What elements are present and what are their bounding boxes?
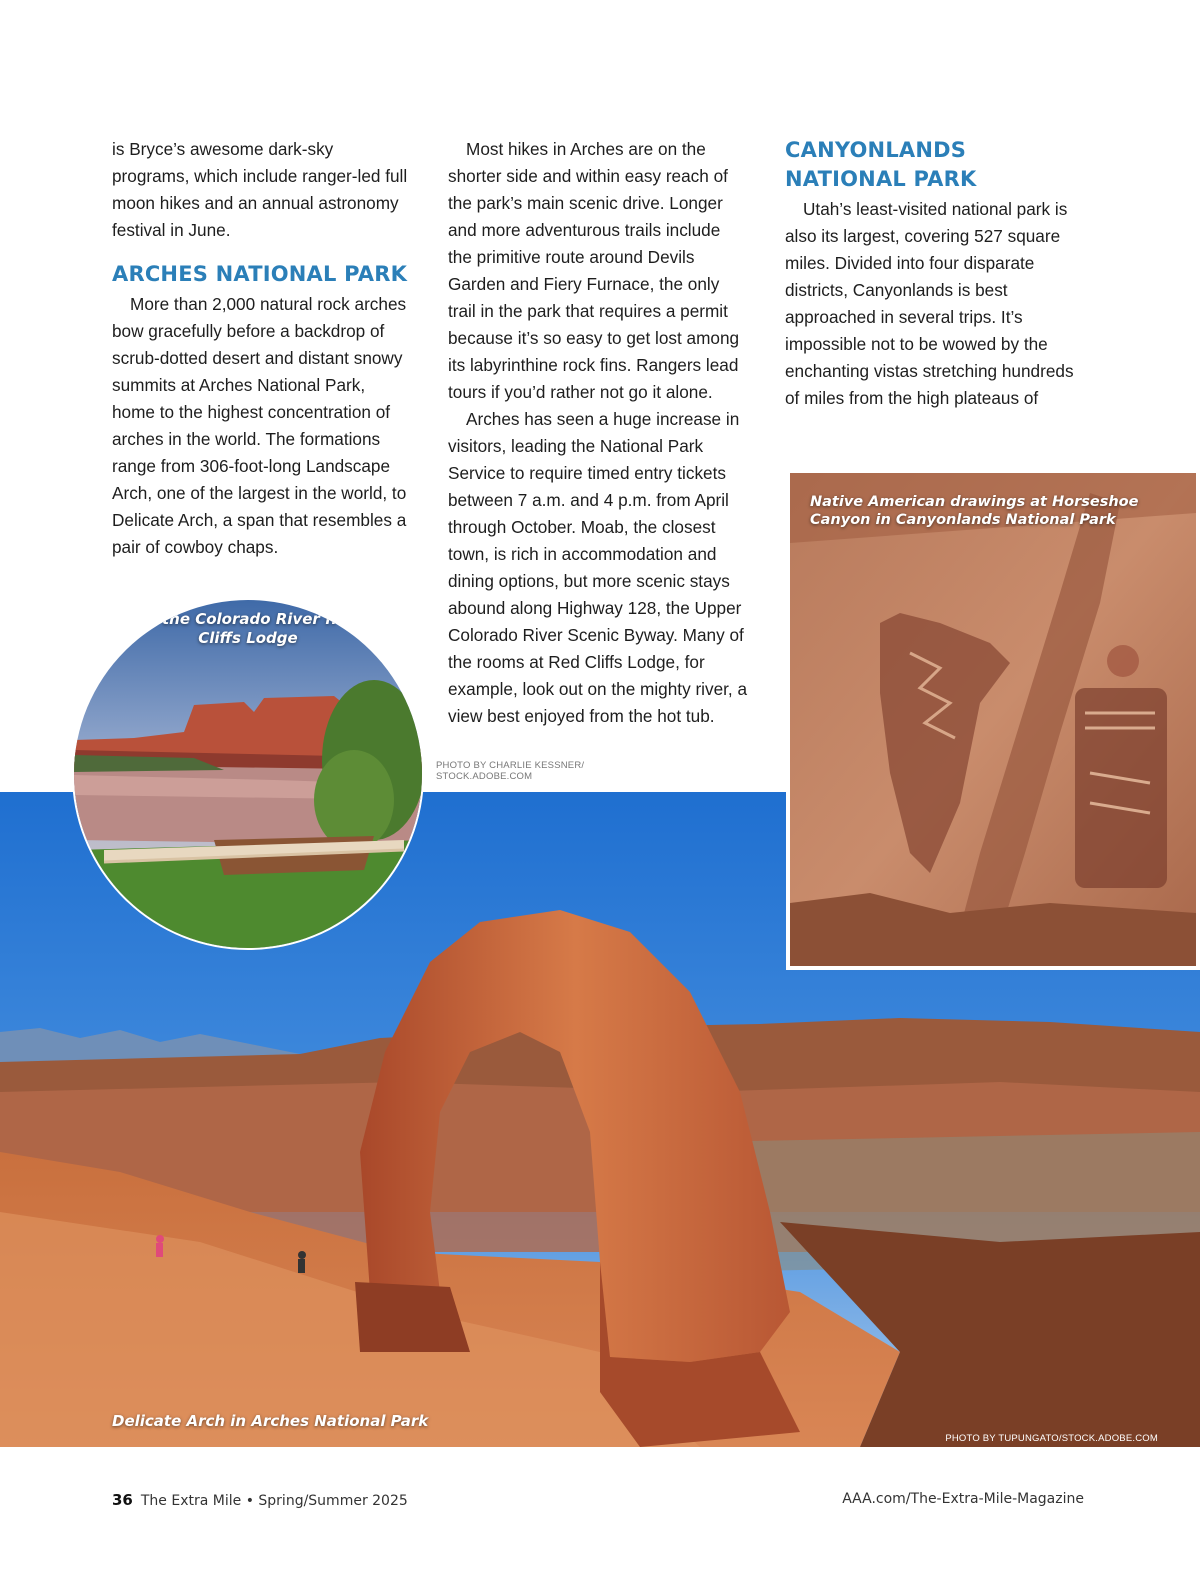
arches-heading: ARCHES NATIONAL PARK <box>112 262 408 286</box>
left-column <box>112 136 412 561</box>
canyonlands-paragraph: Utah’s least-visited national park is also its largest, covering 527 square miles. Divided into four disparate districts, Canyonlands is best approached in several trips. It’s impossible not to be wowed by the enchanting vistas stretching hundreds of miles from the high plateaus of <box>785 199 1074 408</box>
circle-photo-credit: PHOTO BY CHARLIE KESSNER/ STOCK.ADOBE.COM <box>436 760 585 782</box>
arches-paragraph: More than 2,000 natural rock arches bow gracefully before a backdrop of scrub-dotted desert and distant snowy summits at Arches National Park, home to the highest concentration of arches in the world. The formations range from 306-foot-long Landscape Arch, one of the largest in the world, to Delicate Arch, a span that resembles a pair of cowboy chaps. <box>112 294 407 557</box>
page-number: 36 <box>112 1491 133 1509</box>
petroglyph-photo <box>786 469 1200 970</box>
petroglyph-caption: Native American drawings at Horseshoe Canyon in Canyonlands National Park <box>810 494 1139 528</box>
continued-paragraph: is Bryce’s awesome dark-sky programs, which include ranger-led full moon hikes and an annual astronomy festival in June. <box>112 139 408 240</box>
footer-url[interactable]: AAA.com/The-Extra-Mile-Magazine <box>842 1491 1084 1507</box>
red-cliffs-lodge-photo <box>72 598 424 950</box>
middle-column <box>448 136 748 730</box>
colorado-river-illustration <box>74 600 424 950</box>
visitors-paragraph: Arches has seen a huge increase in visitors, leading the National Park Service to require timed entry tickets between 7 a.m. and 4 p.m. from April through October. Moab, the closest town, is rich in accommodation and dining options, but more scenic stays abound along Highway 128, the Upper Colorado River Scenic Byway. Many of the rooms at Red Cliffs Lodge, for example, look out on the mighty river, a view best enjoyed from the hot tub. <box>448 409 748 726</box>
hikes-paragraph: Most hikes in Arches are on the shorter side and within easy reach of the park’s main scenic drive. Longer and more adventurous trails include the primitive route around Devils Garden and Fiery Furnace, the only trail in the park that requires a permit because it’s so easy to get lost among its labyrinthine rock fins. Rangers lead tours if you’d rather not go it alone. <box>448 139 740 402</box>
hero-caption: Delicate Arch in Arches National Park <box>112 1412 429 1430</box>
canyonlands-heading: CANYONLANDS NATIONAL PARK <box>785 138 977 191</box>
petroglyph-illustration <box>790 473 1196 966</box>
circle-caption: View of the Colorado River from Red Cliffs Lodge <box>94 610 402 647</box>
footer-publication <box>112 1491 408 1509</box>
right-column <box>785 136 1085 412</box>
publication-name: The Extra Mile • Spring/Summer 2025 <box>140 1493 408 1509</box>
hero-photo-credit: PHOTO BY TUPUNGATO/STOCK.ADOBE.COM <box>945 1433 1158 1444</box>
